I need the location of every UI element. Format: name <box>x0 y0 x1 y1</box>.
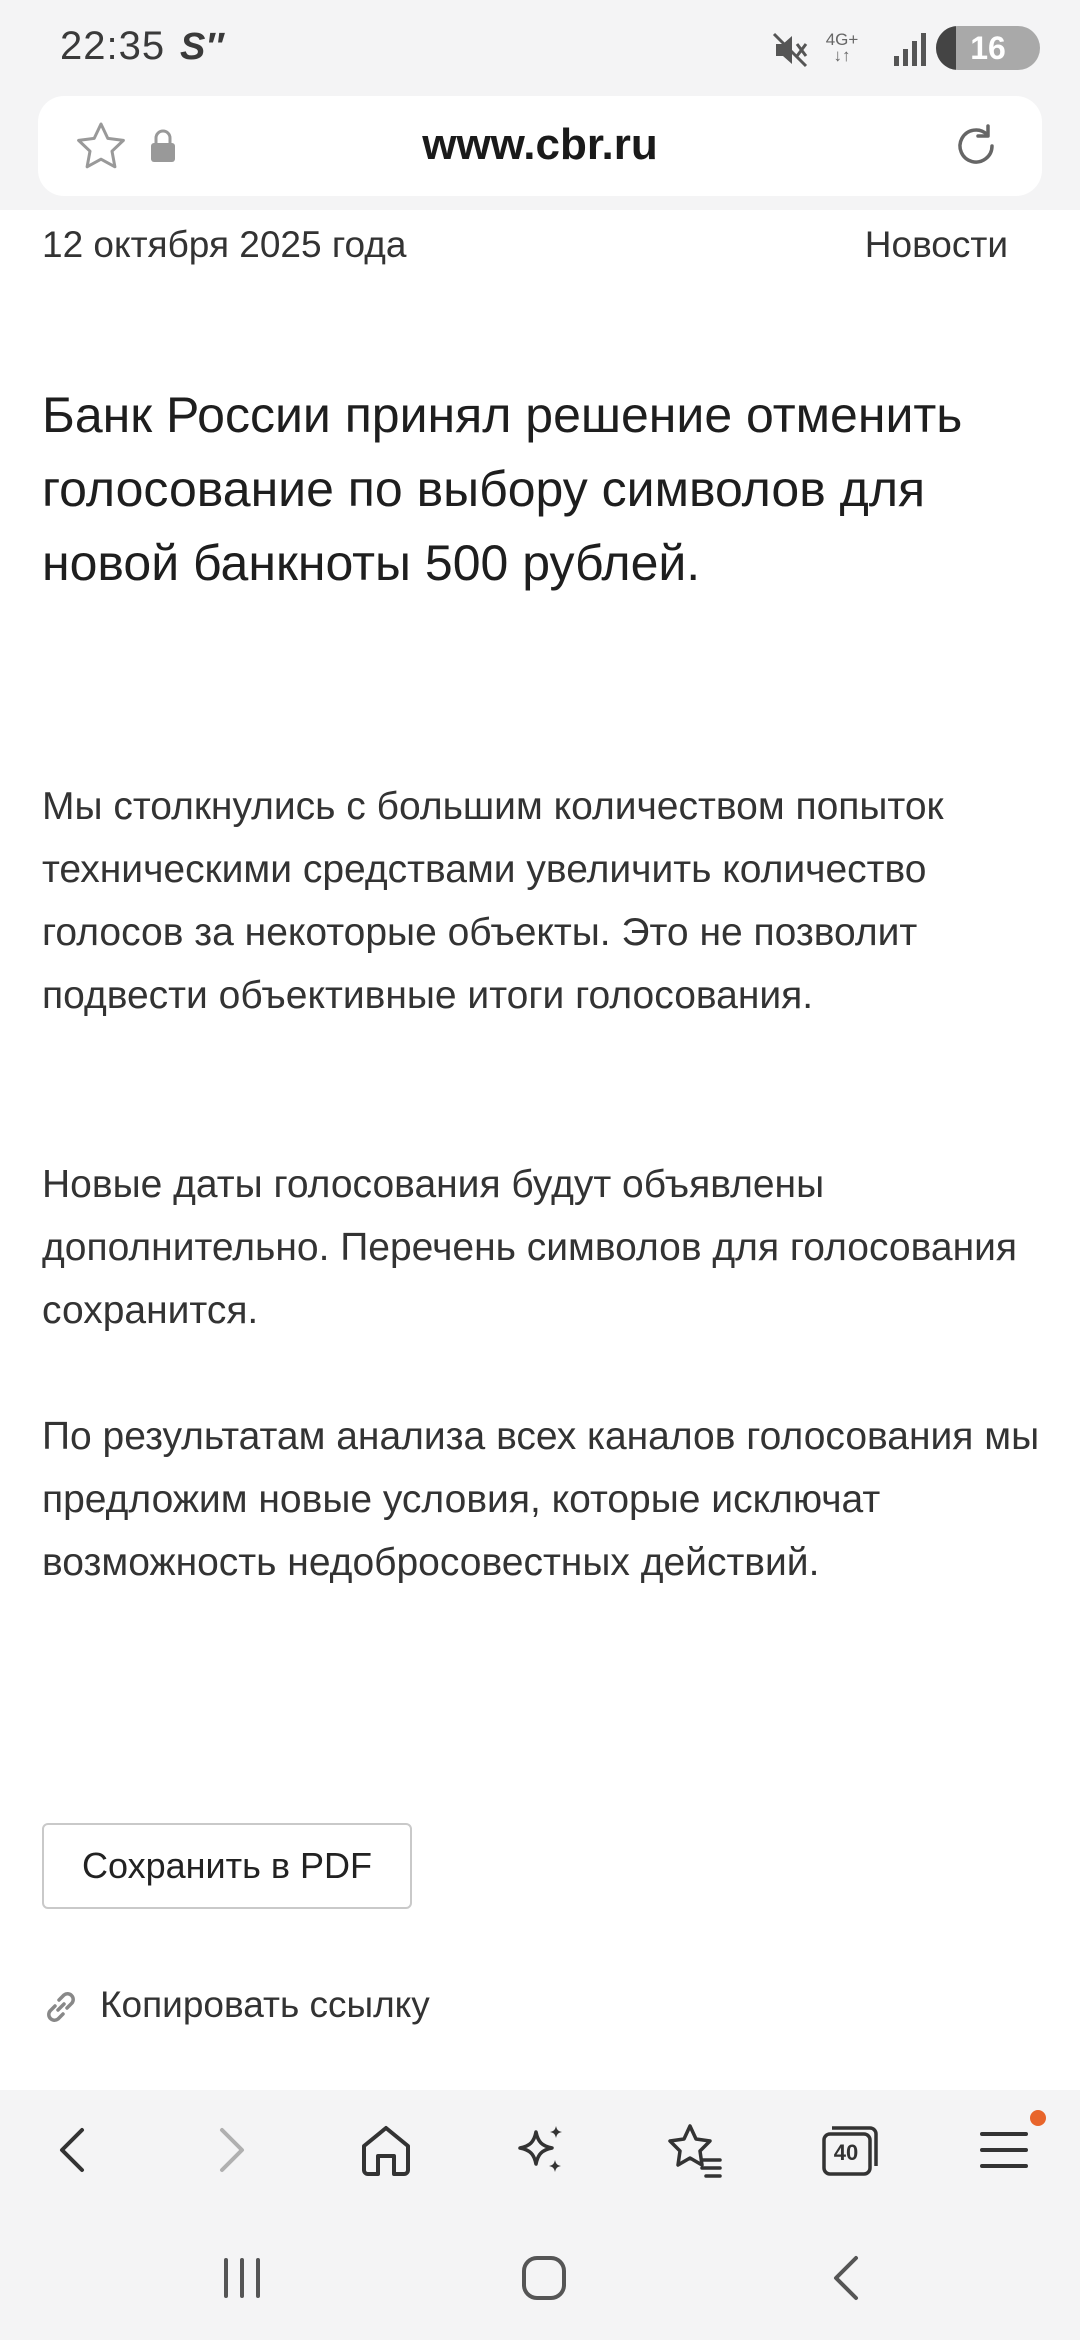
url-bar[interactable] <box>38 96 1042 196</box>
article-content <box>0 210 1080 2090</box>
network-arrows: ↓↑ <box>833 46 851 65</box>
article-paragraph-2: Новые даты голосования будут объявлены дополнительно. Перечень символов для голосования сохранится. <box>42 1163 1018 1332</box>
ai-sparkle-icon <box>508 2118 572 2182</box>
menu-notification-badge <box>1030 2110 1046 2126</box>
menu-icon <box>972 2118 1036 2182</box>
save-pdf-button[interactable]: Сохранить в PDF <box>42 1823 412 1909</box>
signal-icon <box>892 32 928 66</box>
forward-icon <box>198 2118 262 2182</box>
back-button[interactable] <box>42 2118 106 2182</box>
s-logo-icon: S″ <box>180 26 224 68</box>
article-paragraph-3: По результатам анализа всех каналов голосования мы предложим новые условия, которые исключат возможность недобросовестных действий. <box>42 1415 1040 1584</box>
article-headline: Банк России принял решение отменить голосование по выбору символов для новой банкноты 500 рублей. <box>42 387 963 591</box>
status-bar <box>0 0 1080 96</box>
status-time: 22:35 <box>60 24 166 68</box>
browser-toolbar <box>0 2090 1080 2210</box>
tabs-button[interactable] <box>818 2118 882 2182</box>
article-date: 12 октября 2025 года <box>42 224 407 265</box>
bookmarks-button[interactable] <box>662 2118 726 2182</box>
mute-icon <box>770 30 810 70</box>
reload-icon[interactable] <box>948 118 1004 174</box>
link-icon <box>42 1988 80 2026</box>
recent-apps-icon[interactable] <box>212 2248 272 2308</box>
home-icon <box>354 2118 418 2182</box>
section-news-link[interactable]: Новости <box>864 224 1008 265</box>
network-type: 4G+ <box>825 30 859 49</box>
back-icon <box>42 2118 106 2182</box>
home-button[interactable] <box>354 2118 418 2182</box>
article-paragraph-1: Мы столкнулись с большим количеством попыток техническими средствами увеличить количество голосов за некоторые объекты. Это не позволит подвести объективные итоги голосования. <box>42 785 944 1017</box>
copy-link-label: Копировать ссылку <box>100 1984 430 2025</box>
battery-icon <box>936 26 1040 70</box>
home-nav-icon[interactable] <box>514 2248 574 2308</box>
browser-url-area <box>0 96 1080 210</box>
bookmarks-icon <box>662 2118 726 2182</box>
ai-button[interactable] <box>508 2118 572 2182</box>
battery-level: 16 <box>970 30 1006 66</box>
back-nav-icon[interactable] <box>818 2248 878 2308</box>
forward-button[interactable] <box>198 2118 262 2182</box>
system-nav-bar <box>0 2210 1080 2340</box>
menu-button[interactable] <box>972 2118 1036 2182</box>
tabs-count: 40 <box>833 2140 859 2165</box>
network-label <box>822 32 862 64</box>
copy-link-button[interactable] <box>42 1976 522 2036</box>
url-text[interactable]: www.cbr.ru <box>422 120 658 169</box>
status-icons <box>740 26 1040 70</box>
